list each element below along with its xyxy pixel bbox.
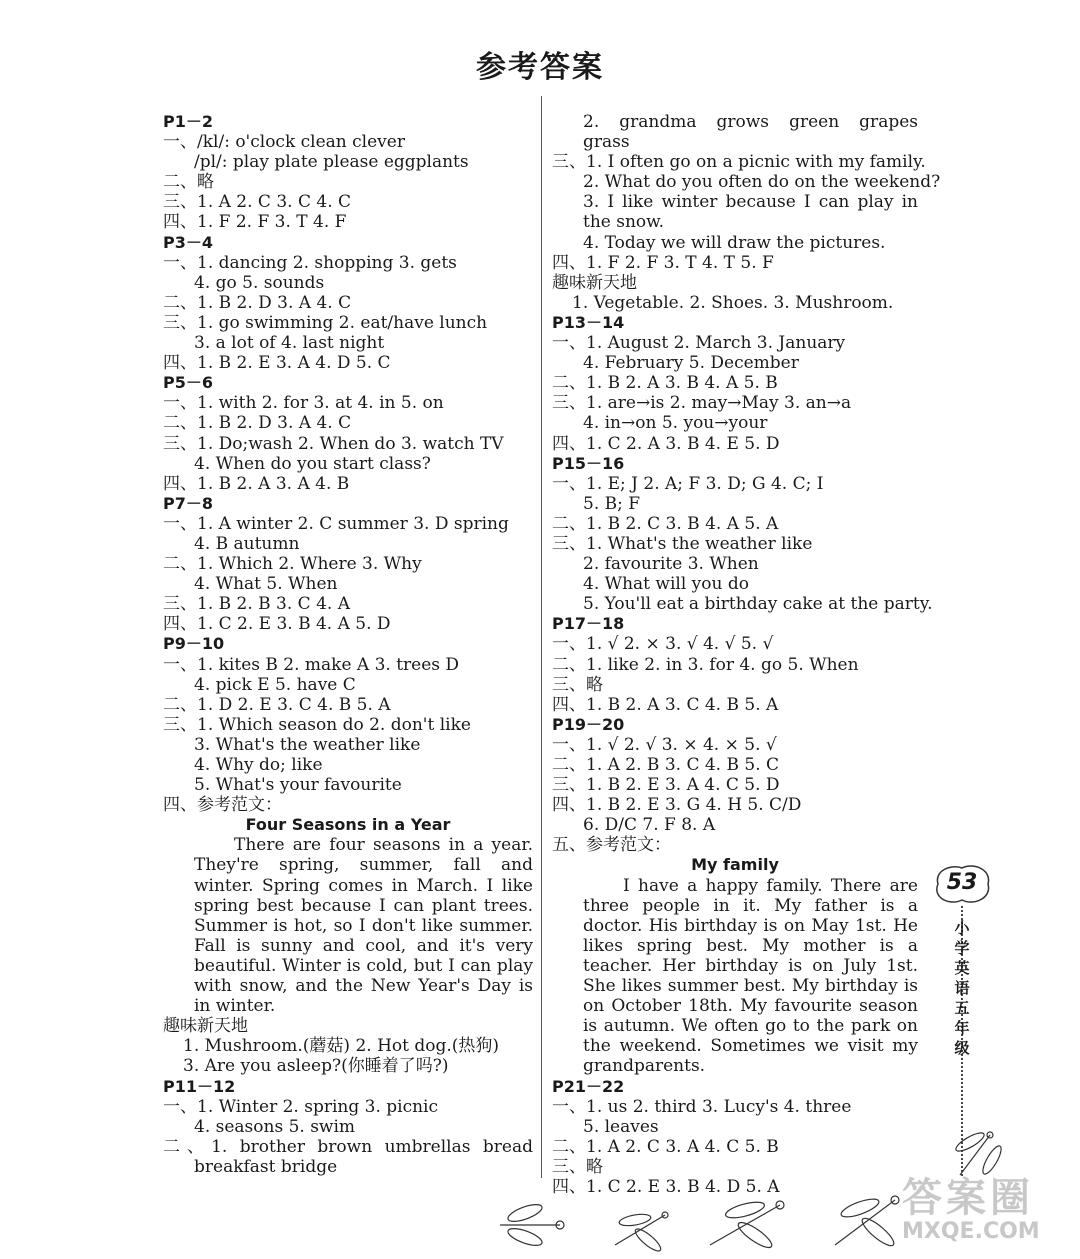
essay-first-line-right: I have a happy family. There are xyxy=(623,875,918,896)
answer-line: 一、1. E; J 2. A; F 3. D; G 4. C; I xyxy=(552,473,824,494)
answer-line: 4. Today we will draw the pictures. xyxy=(583,232,886,253)
answer-line: 三、1. B 2. B 3. C 4. A xyxy=(163,594,350,615)
answer-line: 四、1. C 2. E 3. B 4. D 5. A xyxy=(552,1176,780,1197)
right-answer-list-2 xyxy=(552,1077,918,1198)
answer-line: 一、1. Winter 2. spring 3. picnic xyxy=(163,1096,439,1117)
answer-line: 三、1. Do;wash 2. When do 3. watch TV xyxy=(163,433,504,454)
essay-text-left: They're spring, summer, fall and winter. Spring comes in March. I like spring best because I can plant trees. Summer is hot, so I don't like summer. Fall is sunny and cool, and it's very beautiful. Winter is cold, but I can play with snow, and the New Year's Day is in winter. xyxy=(194,855,533,1017)
answer-line: 四、1. C 2. E 3. B 4. A 5. D xyxy=(163,614,391,635)
answer-line: 三、1. Which season do 2. don't like xyxy=(163,714,471,735)
answer-line: 二、1. D 2. E 3. C 4. B 5. A xyxy=(163,694,391,715)
answer-line: 五、参考范文： xyxy=(552,835,671,856)
essay-title-right: My family xyxy=(691,855,779,875)
answer-line: 四、1. F 2. F 3. T 4. F xyxy=(163,212,347,233)
sidebar-label-char: 小 xyxy=(954,919,970,937)
answer-line: 四、1. B 2. E 3. G 4. H 5. C/D xyxy=(552,795,802,816)
answer-line: 四、1. B 2. A 3. C 4. B 5. A xyxy=(552,694,779,715)
dragonfly-icon xyxy=(820,1190,910,1255)
answer-line: 三、1. are→is 2. may→May 3. an→a xyxy=(552,393,852,414)
answer-line: 4. in→on 5. you→your xyxy=(583,413,768,434)
section-heading: P13－14 xyxy=(552,312,625,332)
answer-line: 2. grandma grows green grapes xyxy=(583,112,918,132)
answer-line: 一、1. √ 2. × 3. √ 4. √ 5. √ xyxy=(552,634,774,655)
answer-line: 4. go 5. sounds xyxy=(194,272,325,293)
sidebar-label-char: 学 xyxy=(954,939,970,957)
section-heading: P11－12 xyxy=(163,1076,236,1096)
page-number: 53 xyxy=(946,870,978,895)
left-answer-list-2 xyxy=(163,1016,533,1177)
answer-line: 5. leaves xyxy=(583,1116,659,1137)
answer-line: 一、1. with 2. for 3. at 4. in 5. on xyxy=(163,393,444,414)
answer-line: 4. When do you start class? xyxy=(194,453,431,474)
answer-line: 2. What do you often do on the weekend? xyxy=(583,172,941,193)
watermark xyxy=(902,1166,1072,1256)
answer-line: 一、/kl/: o'clock clean clever xyxy=(163,132,405,153)
column-divider xyxy=(541,96,542,1178)
section-heading: P7－8 xyxy=(163,493,213,513)
dragonfly-icon xyxy=(600,1205,680,1255)
answer-line: 4. B autumn xyxy=(194,533,300,554)
watermark-text: 答案圈 xyxy=(902,1175,1034,1221)
answer-line: 三、1. B 2. E 3. A 4. C 5. D xyxy=(552,775,780,796)
answer-line: 5. You'll eat a birthday cake at the party. xyxy=(583,594,933,615)
section-heading: P3－4 xyxy=(163,232,213,252)
answer-line: 二、1. B 2. D 3. A 4. C xyxy=(163,413,352,434)
sidebar-label-char: 年 xyxy=(954,1019,970,1037)
answer-line: 4. seasons 5. swim xyxy=(194,1116,356,1137)
sidebar-vertical-label xyxy=(950,918,974,1058)
answer-line: grass xyxy=(583,132,630,153)
answer-line: 一、1. us 2. third 3. Lucy's 4. three xyxy=(552,1096,852,1117)
answer-line: 3. a lot of 4. last night xyxy=(194,333,385,354)
answer-line: 二、1. like 2. in 3. for 4. go 5. When xyxy=(552,654,859,675)
answer-line: 二、1. A 2. B 3. C 4. B 5. C xyxy=(552,755,780,775)
answer-line: 二、1. brother brown umbrellas bread xyxy=(163,1136,533,1157)
watermark-url: MXQE.COM xyxy=(902,1219,1040,1244)
answer-line: the snow. xyxy=(583,212,665,233)
sidebar-label-char: 级 xyxy=(954,1039,970,1057)
right-column xyxy=(552,112,941,1197)
section-heading: P19－20 xyxy=(552,714,625,734)
answer-line: /pl/: play plate please eggplants xyxy=(194,152,469,173)
essay-body-left xyxy=(163,835,533,1016)
answer-line: 二、略 xyxy=(163,172,214,193)
answer-line: 二、1. B 2. C 3. B 4. A 5. A xyxy=(552,513,779,534)
answer-line: 4. What will you do xyxy=(583,574,749,595)
answer-line: 1. Vegetable. 2. Shoes. 3. Mushroom. xyxy=(572,292,894,313)
answer-line: 四、1. C 2. A 3. B 4. E 5. D xyxy=(552,433,780,454)
answer-line: 3. Are you asleep?(你睡着了吗?) xyxy=(183,1056,449,1077)
sidebar-label-char: 语 xyxy=(954,979,970,997)
section-heading: P1－2 xyxy=(163,112,213,131)
section-heading: P9－10 xyxy=(163,634,225,654)
answer-line: 趣味新天地 xyxy=(552,272,637,293)
answer-line: 二、1. Which 2. Where 3. Why xyxy=(163,554,422,575)
answer-line: 三、1. go swimming 2. eat/have lunch xyxy=(163,312,488,333)
answer-line: 二、1. B 2. A 3. B 4. A 5. B xyxy=(552,373,778,394)
answer-line: 二、1. A 2. C 3. A 4. C 5. B xyxy=(552,1136,779,1157)
essay-first-line-left: There are four seasons in a year. xyxy=(234,835,533,856)
answer-line: 1. Mushroom.(蘑菇) 2. Hot dog.(热狗) xyxy=(183,1036,500,1057)
answer-line: 四、1. F 2. F 3. T 4. T 5. F xyxy=(552,252,774,273)
right-answer-list xyxy=(552,112,941,856)
answer-line: 三、略 xyxy=(552,674,603,695)
answer-line: 趣味新天地 xyxy=(163,1016,248,1037)
answer-line: 4. February 5. December xyxy=(583,353,799,374)
answer-line: 三、1. A 2. C 3. C 4. C xyxy=(163,192,352,213)
answer-line: 4. What 5. When xyxy=(194,574,338,595)
answer-line: 三、略 xyxy=(552,1156,603,1177)
dragonfly-icon xyxy=(700,1195,790,1255)
answer-line: 3. I like winter because I can play in xyxy=(583,192,918,213)
answer-line: 2. favourite 3. When xyxy=(583,554,759,575)
answer-line: 5. B; F xyxy=(583,493,641,514)
section-heading: P15－16 xyxy=(552,453,625,473)
answer-line: 6. D/C 7. F 8. A xyxy=(583,815,716,836)
answer-line: 一、1. August 2. March 3. January xyxy=(552,333,846,354)
sidebar-label-char: 五 xyxy=(954,999,970,1017)
section-heading: P5－6 xyxy=(163,373,213,393)
answer-line: 三、1. What's the weather like xyxy=(552,533,813,554)
dragonfly-icon xyxy=(490,1195,570,1255)
section-heading: P21－22 xyxy=(552,1076,625,1096)
answer-line: 4. Why do; like xyxy=(194,755,323,775)
sidebar-label-char: 英 xyxy=(954,959,970,977)
answer-line: 4. pick E 5. have C xyxy=(194,674,356,695)
essay-title-left: Four Seasons in a Year xyxy=(245,815,451,835)
answer-line: 四、1. B 2. A 3. A 4. B xyxy=(163,473,350,494)
essay-text-right: three people in it. My father is a doctor. His birthday is on May 1st. He likes spring best. My mother is a teacher. Her birthday is on July 1st. She likes summer best. My birthday is on October 18th. My favourite season is autumn. We often go to the park on the weekend. Sometimes we visit my grandparents. xyxy=(583,895,918,1077)
essay-body-right xyxy=(552,876,918,1077)
answer-line: 3. What's the weather like xyxy=(194,734,421,755)
answer-line: 一、1. dancing 2. shopping 3. gets xyxy=(163,252,457,273)
page-title: 参考答案 xyxy=(476,50,604,85)
answer-line: 四、1. B 2. E 3. A 4. D 5. C xyxy=(163,353,391,374)
answer-line: 5. What's your favourite xyxy=(194,775,402,796)
left-column xyxy=(163,112,533,1177)
answer-line: 三、1. I often go on a picnic with my family. xyxy=(552,152,926,173)
section-heading: P17－18 xyxy=(552,614,625,634)
left-answer-list xyxy=(163,112,533,815)
answer-line: 二、1. B 2. D 3. A 4. C xyxy=(163,292,352,313)
answer-line: breakfast bridge xyxy=(194,1156,338,1177)
answer-line: 四、参考范文： xyxy=(163,795,282,816)
answer-line: 一、1. kites B 2. make A 3. trees D xyxy=(163,654,460,675)
answer-line: 一、1. √ 2. √ 3. × 4. × 5. √ xyxy=(552,734,777,755)
answer-line: 一、1. A winter 2. C summer 3. D spring xyxy=(163,513,509,534)
